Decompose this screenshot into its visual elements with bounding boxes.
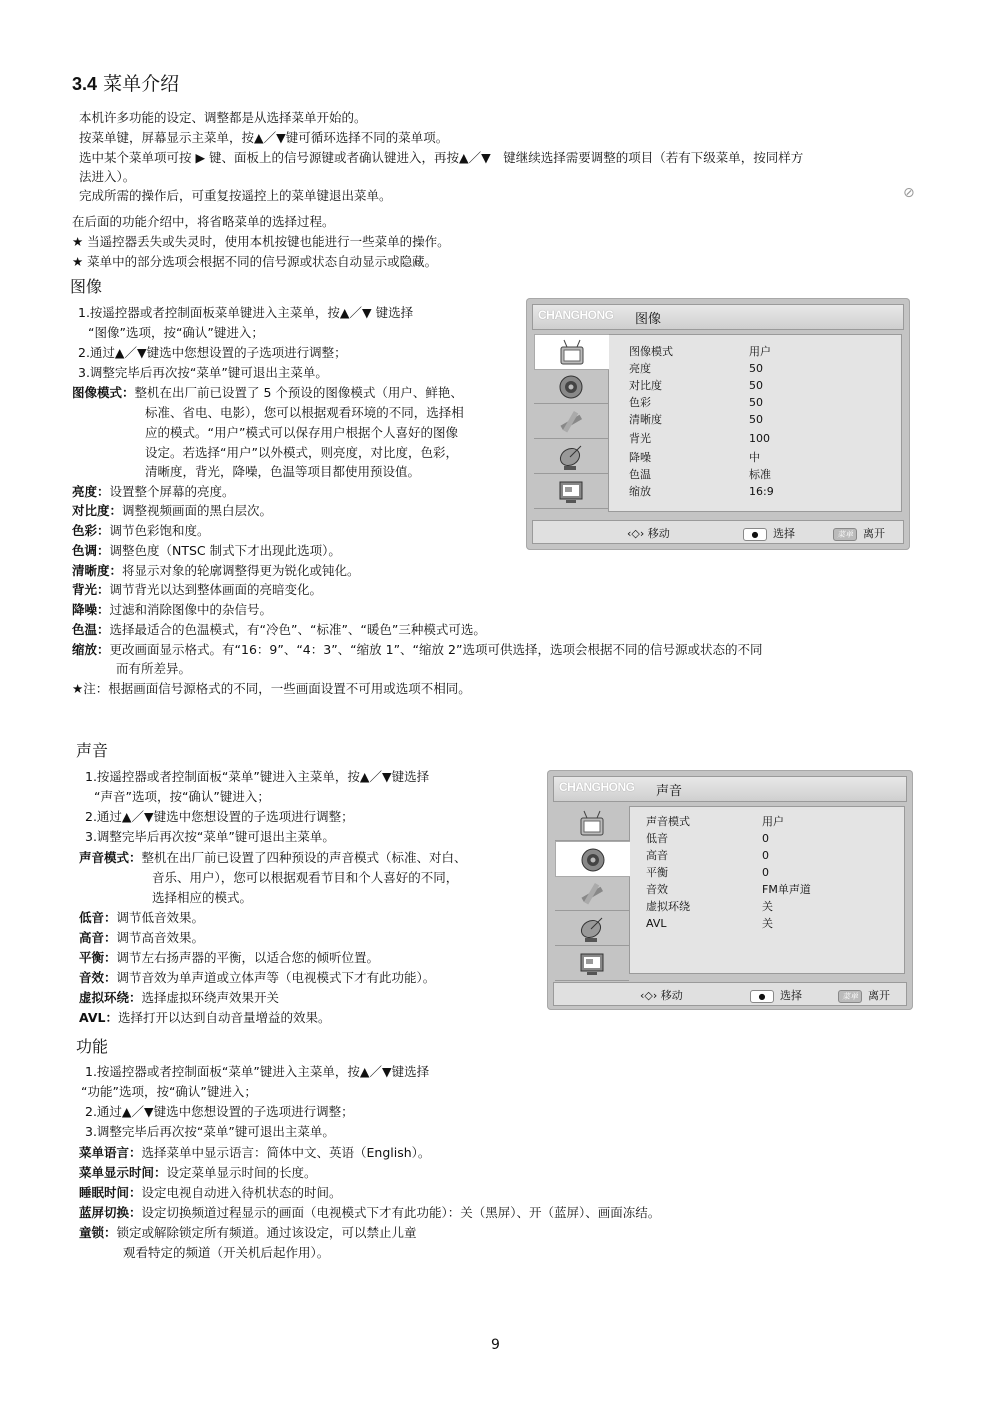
osd-tab-picture[interactable]: [555, 806, 629, 841]
menu-key-icon: 菜单: [833, 528, 857, 541]
def-blue-screen: [79, 1203, 660, 1222]
page-number: 9: [491, 1337, 500, 1353]
def-text: 调节色彩饱和度。: [109, 523, 210, 538]
def-key: 童锁：: [79, 1225, 117, 1240]
heading-picture: 图像: [70, 277, 103, 296]
intro-line: 完成所需的操作后，可重复按遥控上的菜单键退出菜单。: [79, 188, 392, 203]
osd-value: 50: [749, 396, 763, 409]
osd-value: 50: [749, 362, 763, 375]
def-text: 设定切换频道过程显示的画面（电视模式下才有此功能）：关（黑屏）、开（蓝屏）、画面冻结。: [141, 1205, 661, 1220]
osd-tab-source[interactable]: [555, 946, 629, 981]
def-surround: [79, 988, 279, 1007]
ok-key-icon: ●: [750, 990, 774, 1003]
osd-label[interactable]: 色温: [629, 468, 651, 481]
osd-exit-label: 离开: [863, 527, 885, 540]
def-key: 背光：: [72, 582, 110, 597]
osd-footer: [553, 982, 907, 1006]
def-key: 蓝屏切换：: [79, 1205, 142, 1220]
def-menu-time: [79, 1163, 317, 1182]
osd-label[interactable]: 对比度: [629, 379, 662, 392]
osd-label[interactable]: 平衡: [646, 866, 668, 879]
osd-value: 用户: [749, 345, 771, 358]
def-colortemp: [72, 620, 486, 639]
def-child-lock: [79, 1223, 417, 1242]
intro-note: ★ 当遥控器丢失或失灵时，使用本机按键也能进行一些菜单的操作。: [72, 234, 450, 249]
section-name: 菜单介绍: [103, 73, 180, 95]
step-line: “声音”选项，按“确认”键进入；: [94, 789, 270, 804]
dpad-icon: ‹◇›: [627, 527, 645, 540]
osd-label[interactable]: 高音: [646, 849, 668, 862]
osd-settings-pane: [629, 806, 905, 974]
osd-tab-channel[interactable]: [555, 911, 629, 946]
step-line: 1.按遥控器或者控制面板菜单键进入主菜单，按▲／▼ 键选择: [78, 305, 414, 320]
osd-value: 关: [762, 900, 773, 913]
tools-icon: [556, 407, 586, 437]
step-line: 3.调整完毕后再次按“菜单”键可退出主菜单。: [85, 1124, 335, 1139]
def-sound-mode: [79, 848, 467, 867]
osd-label[interactable]: AVL: [646, 917, 667, 930]
osd-tab-sound[interactable]: [555, 841, 630, 877]
osd-tab-function[interactable]: [534, 404, 608, 439]
def-avl: [79, 1008, 330, 1027]
osd-value: 标准: [749, 468, 771, 481]
def-text: 选择虚拟环绕声效果开关: [141, 990, 280, 1005]
def-text: 设置整个屏幕的亮度。: [109, 484, 235, 499]
def-key: 菜单显示时间：: [79, 1165, 167, 1180]
osd-tab-function[interactable]: [555, 876, 629, 911]
def-zoom: [72, 640, 762, 659]
osd-value: 用户: [762, 815, 784, 828]
tv-icon: [577, 809, 607, 839]
step-line: 2.通过▲／▼键选中您想设置的子选项进行调整；: [78, 345, 347, 360]
speaker-icon: [578, 845, 608, 875]
def-text: 调节低音效果。: [116, 910, 205, 925]
intro-note: ★ 菜单中的部分选项会根据不同的信号源或状态自动显示或隐藏。: [72, 254, 438, 269]
osd-value: 0: [762, 866, 769, 879]
def-text: 设定菜单显示时间的长度。: [166, 1165, 317, 1180]
osd-exit-label: 离开: [868, 989, 890, 1002]
step-line: 3.调整完毕后再次按“菜单”键可退出主菜单。: [78, 365, 328, 380]
def-key: 高音：: [79, 930, 117, 945]
def-text: 标准、省电、电影），您可以根据观看环境的不同，选择相: [145, 405, 464, 420]
step-line: 2.通过▲／▼键选中您想设置的子选项进行调整；: [85, 1104, 354, 1119]
osd-tab-channel[interactable]: [534, 439, 608, 474]
def-noise: [72, 600, 272, 619]
def-text: 调节背光以达到整体画面的亮暗变化。: [109, 582, 323, 597]
def-text: 过滤和消除图像中的杂信号。: [109, 602, 273, 617]
def-key: 虚拟环绕：: [79, 990, 142, 1005]
def-text: 更改画面显示格式。有“16：9”、“4：3”、“缩放 1”、“缩放 2”选项可供选择，选项会根据不同的信号源或状态的不同: [109, 642, 763, 657]
def-key: 平衡：: [79, 950, 117, 965]
osd-label[interactable]: 音效: [646, 883, 668, 896]
osd-label[interactable]: 缩放: [629, 485, 651, 498]
def-key: 降噪：: [72, 602, 110, 617]
osd-brand-logo: CHANGHONG: [559, 780, 635, 794]
osd-title-bar: [532, 304, 904, 330]
section-title: [72, 72, 179, 96]
osd-label[interactable]: 背光: [629, 432, 651, 445]
menu-key-icon: 菜单: [838, 990, 862, 1003]
def-key: 亮度：: [72, 484, 110, 499]
picture-note: ★注：根据画面信号源格式的不同，一些画面设置不可用或选项不相同。: [72, 681, 471, 696]
osd-value: 0: [762, 849, 769, 862]
osd-label[interactable]: 降噪: [629, 451, 651, 464]
def-text: 设定。若选择“用户”以外模式，则亮度，对比度，色彩，: [145, 445, 458, 460]
osd-settings-pane: [608, 334, 902, 512]
def-treble: [79, 928, 204, 947]
intro-line: 法进入）。: [79, 169, 136, 184]
osd-select-hint: [743, 525, 795, 541]
def-key: 音效：: [79, 970, 117, 985]
osd-tab-sound[interactable]: [534, 369, 608, 404]
tv-icon: [557, 338, 587, 368]
edit-mark-icon: ⊘: [903, 185, 915, 201]
step-line: “图像”选项，按“确认”键进入；: [88, 325, 264, 340]
osd-select-label: 选择: [780, 989, 802, 1002]
osd-move-label: 移动: [660, 989, 683, 1002]
step-line: 1.按遥控器或者控制面板“菜单”键进入主菜单，按▲／▼键选择: [85, 769, 430, 784]
def-balance: [79, 948, 379, 967]
osd-title: 图像: [635, 312, 662, 327]
osd-move-hint: [640, 987, 683, 1003]
osd-select-label: 选择: [773, 527, 795, 540]
osd-title-bar: [553, 776, 907, 802]
def-bass: [79, 908, 204, 927]
osd-label[interactable]: 色彩: [629, 396, 651, 409]
step-line: “功能”选项，按“确认”键进入；: [81, 1084, 257, 1099]
def-text: 调节高音效果。: [116, 930, 205, 945]
osd-value: 50: [749, 413, 763, 426]
osd-exit-hint: [838, 987, 890, 1003]
osd-label[interactable]: 低音: [646, 832, 668, 845]
def-key: 声音模式：: [79, 850, 142, 865]
def-text: 整机在出厂前已设置了 5 个预设的图像模式（用户、鲜艳、: [134, 385, 463, 400]
def-key: 色彩：: [72, 523, 110, 538]
def-sleep: [79, 1183, 342, 1202]
tools-icon: [577, 879, 607, 909]
osd-tab-picture[interactable]: [534, 334, 609, 370]
step-line: 2.通过▲／▼键选中您想设置的子选项进行调整；: [85, 809, 354, 824]
osd-value: 0: [762, 832, 769, 845]
def-key: 色调：: [72, 543, 110, 558]
osd-label[interactable]: 虚拟环绕: [646, 900, 690, 913]
osd-value: 100: [749, 432, 770, 445]
def-contrast: [72, 501, 272, 520]
def-text: 调整视频画面的黑白层次。: [122, 503, 273, 518]
def-tint: [72, 541, 341, 560]
osd-select-hint: [750, 987, 802, 1003]
def-key: 菜单语言：: [79, 1145, 142, 1160]
osd-label[interactable]: 清晰度: [629, 413, 662, 426]
def-menu-language: [79, 1143, 430, 1162]
def-text: 应的模式。“用户”模式可以保存用户根据个人喜好的图像: [145, 425, 458, 440]
def-text: 选择相应的模式。: [152, 890, 253, 905]
osd-value: 关: [762, 917, 773, 930]
screen-icon: [577, 949, 607, 979]
osd-value: FM单声道: [762, 883, 811, 896]
osd-exit-hint: [833, 525, 885, 541]
intro-line: 本机许多功能的设定、调整都是从选择菜单开始的。: [79, 110, 367, 125]
def-text: 选择打开以达到自动音量增益的效果。: [117, 1010, 331, 1025]
step-line: 3.调整完毕后再次按“菜单”键可退出主菜单。: [85, 829, 335, 844]
heading-sound: 声音: [76, 741, 109, 760]
def-text: 音乐、用户），您可以根据观看节目和个人喜好的不同，: [152, 870, 459, 885]
def-text: 而有所差异。: [116, 661, 192, 676]
def-key: AVL：: [79, 1010, 118, 1025]
ok-key-icon: ●: [743, 528, 767, 541]
def-key: 低音：: [79, 910, 117, 925]
def-key: 图像模式：: [72, 385, 135, 400]
osd-label[interactable]: 图像模式: [629, 345, 673, 358]
osd-label[interactable]: 声音模式: [646, 815, 690, 828]
speaker-icon: [556, 372, 586, 402]
osd-label[interactable]: 亮度: [629, 362, 651, 375]
dpad-icon: ‹◇›: [640, 989, 658, 1002]
def-text: 调整色度（NTSC 制式下才出现此选项）。: [109, 543, 341, 558]
def-text: 锁定或解除锁定所有频道。通过该设定，可以禁止儿童: [116, 1225, 417, 1240]
def-key: 清晰度：: [72, 563, 123, 578]
def-key: 色温：: [72, 622, 110, 637]
def-effect: [79, 968, 435, 987]
def-text: 将显示对象的轮廓调整得更为锐化或钝化。: [122, 563, 360, 578]
osd-value: 16:9: [749, 485, 774, 498]
osd-move-hint: [627, 525, 670, 541]
osd-title: 声音: [656, 784, 683, 799]
def-key: 对比度：: [72, 503, 123, 518]
def-text: 观看特定的频道（开关机后起作用）。: [123, 1245, 330, 1260]
osd-tab-source[interactable]: [534, 474, 608, 509]
section-number: 3.4: [72, 74, 98, 94]
intro-line: 按菜单键，屏幕显示主菜单，按▲／▼键可循环选择不同的菜单项。: [79, 130, 449, 145]
def-color: [72, 521, 210, 540]
def-text: 调节音效为单声道或立体声等（电视模式下才有此功能）。: [116, 970, 436, 985]
def-picture-mode: [72, 383, 463, 402]
def-key: 睡眠时间：: [79, 1185, 142, 1200]
def-backlight: [72, 580, 322, 599]
def-sharpness: [72, 561, 360, 580]
def-text: 整机在出厂前已设置了四种预设的声音模式（标准、对白、: [141, 850, 467, 865]
osd-move-label: 移动: [647, 527, 670, 540]
osd-value: 50: [749, 379, 763, 392]
def-text: 设定电视自动进入待机状态的时间。: [141, 1185, 342, 1200]
def-text: 清晰度，背光，降噪，色温等项目都使用预设值。: [145, 464, 421, 479]
satellite-icon: [556, 442, 586, 472]
osd-picture-menu: [526, 298, 910, 550]
def-key: 缩放：: [72, 642, 110, 657]
def-text: 选择菜单中显示语言：简体中文、英语（English）。: [141, 1145, 431, 1160]
def-text: 选择最适合的色温模式，有“冷色”、“标准”、“暖色”三种模式可选。: [109, 622, 486, 637]
osd-brand-logo: CHANGHONG: [538, 308, 614, 322]
osd-sound-menu: [547, 770, 913, 1010]
def-brightness: [72, 482, 235, 501]
def-text: 调节左右扬声器的平衡，以适合您的倾听位置。: [116, 950, 380, 965]
intro-line: 选中某个菜单项可按 ▶ 键、面板上的信号源键或者确认键进入，再按▲／▼ 键继续选择需要调整的项目（若有下级菜单，按同样方: [79, 150, 804, 165]
satellite-icon: [577, 914, 607, 944]
osd-footer: [532, 520, 904, 544]
screen-icon: [556, 477, 586, 507]
step-line: 1.按遥控器或者控制面板“菜单”键进入主菜单，按▲／▼键选择: [85, 1064, 430, 1079]
osd-value: 中: [749, 451, 760, 464]
heading-function: 功能: [76, 1037, 109, 1056]
intro-line: 在后面的功能介绍中，将省略菜单的选择过程。: [72, 214, 335, 229]
